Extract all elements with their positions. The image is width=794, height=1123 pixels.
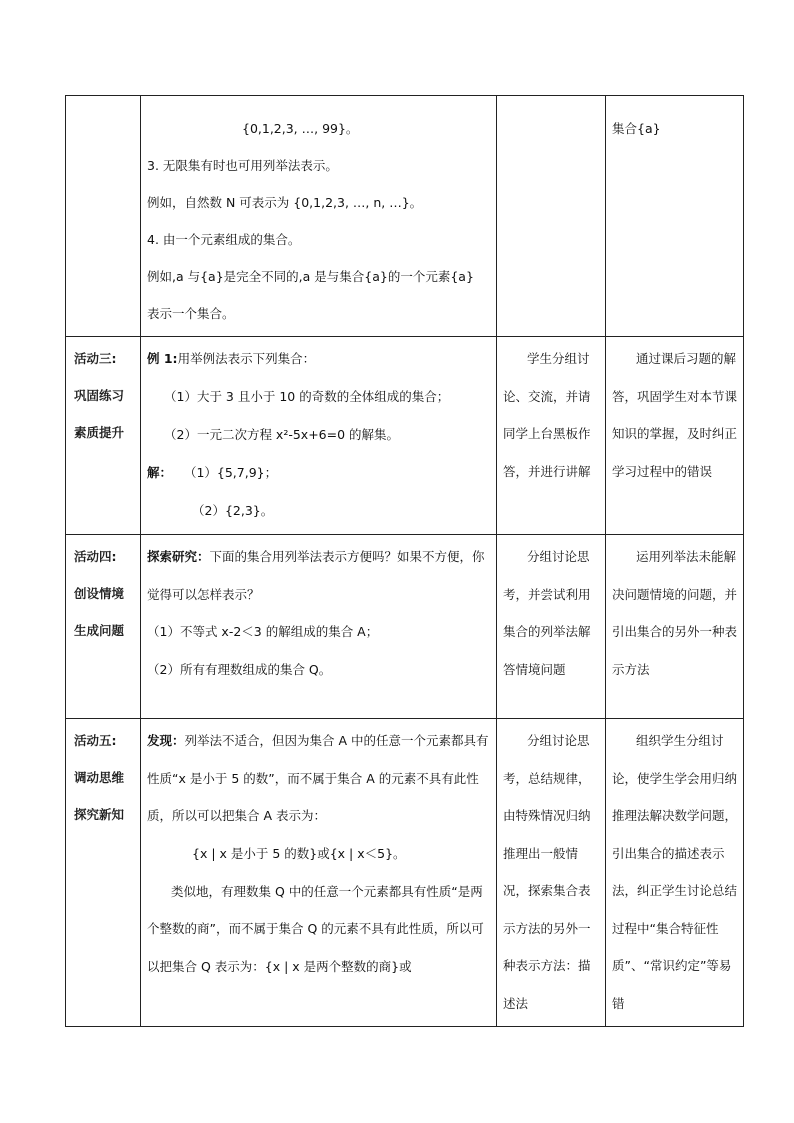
content-line: 例如,a 与{a}是完全不同的,a 是与集合{a}的一个元素{a}: [147, 269, 474, 284]
inquiry-paragraph: 探索研究：下面的集合用列举法表示方便吗？如果不方便，你觉得可以怎样表示？: [147, 549, 485, 602]
activity-label: 活动五:: [74, 733, 117, 748]
design-intent-cell: [606, 719, 744, 1027]
activity-label-cell: [66, 535, 141, 719]
student-activity-text: 学生分组讨论、交流，并请同学上台黑板作答，并进行讲解: [503, 351, 591, 479]
activity-label-cell: [66, 337, 141, 535]
activity-label: 素质提升: [74, 425, 125, 440]
student-activity-cell: [497, 96, 606, 337]
table-row: [66, 96, 744, 337]
activity-label: 调动思维: [74, 770, 125, 785]
design-intent-cell: [606, 96, 744, 337]
intent-text: 组织学生分组讨论，使学生学会用归纳推理法解决数学问题，引出集合的描述表示法，纠正学生讨论总结过程中“集合特征性质”、“常识约定”等易错: [612, 733, 738, 1011]
design-intent-cell: [606, 337, 744, 535]
intent-text: 集合{a}: [612, 121, 661, 136]
activity-label: 巩固练习: [74, 388, 125, 403]
activity-label: 创设情境: [74, 586, 125, 601]
solution-line: 解： （1）{5,7,9}；: [147, 465, 278, 480]
lesson-plan-table: [65, 95, 744, 1027]
activity-label: 探究新知: [74, 807, 125, 822]
content-cell: [141, 719, 497, 1027]
table-row: [66, 337, 744, 535]
activity-label: 活动四:: [74, 549, 117, 564]
content-line: 例如，自然数 N 可表示为 {0,1,2,3, …, n, …}。: [147, 195, 423, 210]
discovery-paragraph: 发现：列举法不适合，但因为集合 A 中的任意一个元素都具有性质“x 是小于 5 的数”，而不属于集合 A 的元素不具有此性质，所以可以把集合 A 表示为：: [147, 733, 489, 823]
content-line: 3. 无限集有时也可用列举法表示。: [147, 158, 338, 173]
activity-label-cell: [66, 96, 141, 337]
content-line: （2）一元二次方程 x²-5x+6=0 的解集。: [164, 427, 400, 442]
table-row: [66, 535, 744, 719]
content-cell: [141, 535, 497, 719]
example-heading: 例 1:用举例法表示下列集合：: [147, 351, 316, 366]
content-line: （1）大于 3 且小于 10 的奇数的全体组成的集合；: [164, 389, 450, 404]
formula-line: {x | x 是小于 5 的数}或{x | x＜5}。: [192, 845, 406, 861]
content-cell: [141, 337, 497, 535]
content-line: 4. 由一个元素组成的集合。: [147, 232, 301, 247]
design-intent-cell: [606, 535, 744, 719]
activity-label: 生成问题: [74, 623, 125, 638]
content-line: 表示一个集合。: [147, 306, 235, 321]
intent-text: 通过课后习题的解答，巩固学生对本节课知识的掌握，及时纠正学习过程中的错误: [612, 351, 738, 479]
student-activity-text: 分组讨论思考，并尝试利用集合的列举法解答情境问题: [503, 549, 591, 677]
solution-line: （2）{2,3}。: [192, 503, 274, 518]
student-activity-cell: [497, 719, 606, 1027]
content-line: {0,1,2,3, …, 99}。: [242, 121, 359, 136]
activity-label: 活动三:: [74, 351, 117, 366]
content-line: （2）所有有理数组成的集合 Q。: [147, 662, 332, 677]
student-activity-cell: [497, 337, 606, 535]
activity-label-cell: [66, 719, 141, 1027]
content-cell: [141, 96, 497, 337]
student-activity-text: 分组讨论思考，总结规律，由特殊情况归纳推理出一般情况，探索集合表示方法的另外一种表示方法：描述法: [503, 733, 591, 1011]
intent-text: 运用列举法未能解决问题情境的问题，并引出集合的另外一种表示方法: [612, 549, 738, 677]
analogy-paragraph: 类似地，有理数集 Q 中的任意一个元素都具有性质“是两个整数的商”，而不属于集合 Q 的元素不具有此性质，所以可以把集合 Q 表示为：{x | x 是两个整数的商}或: [147, 883, 484, 974]
student-activity-cell: [497, 535, 606, 719]
table-row: [66, 719, 744, 1027]
content-line: （1）不等式 x-2＜3 的解组成的集合 A；: [147, 624, 379, 639]
